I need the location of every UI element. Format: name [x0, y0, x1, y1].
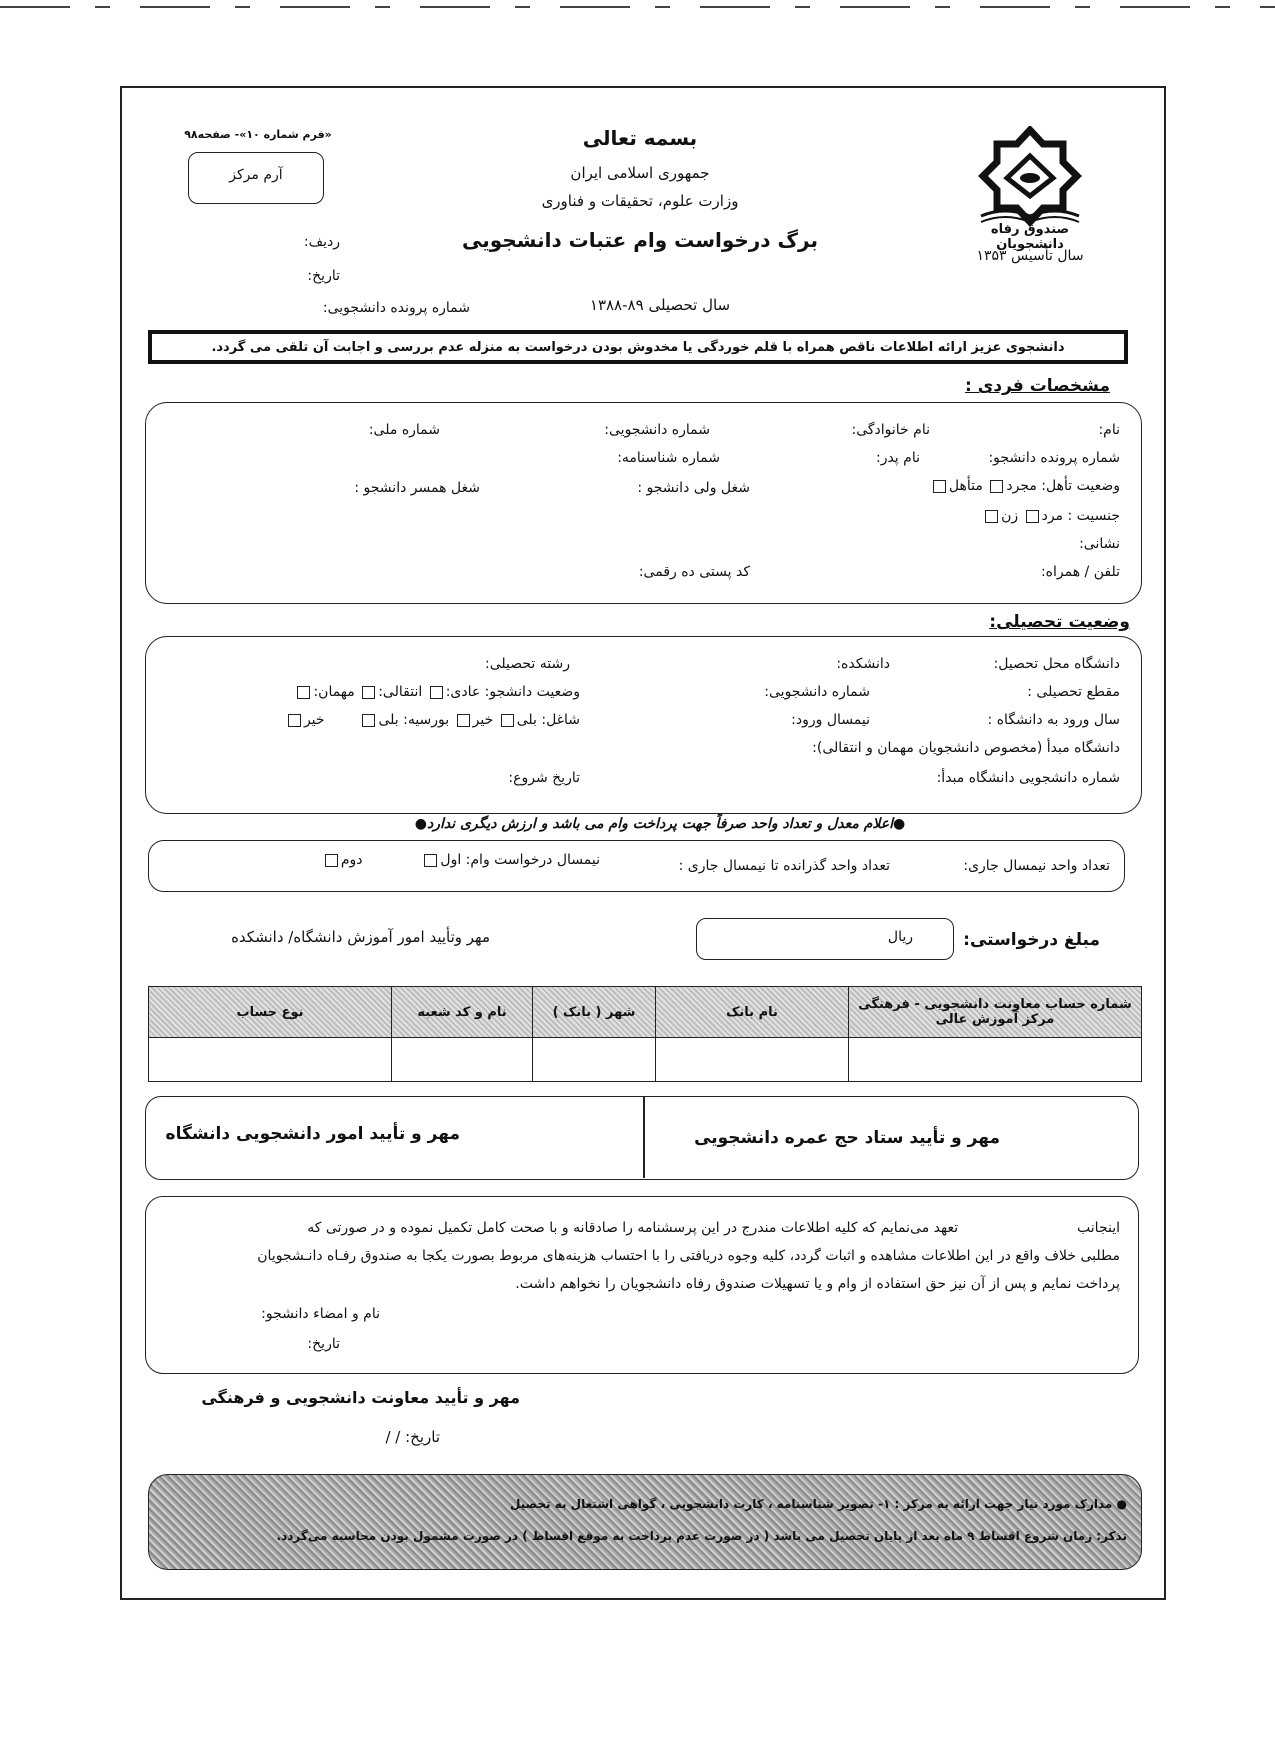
student-status-label: وضعیت دانشجو: [484, 684, 580, 700]
bismillah: بسمه تعالی [582, 126, 698, 150]
male-checkbox[interactable] [1026, 510, 1039, 523]
file-number-field[interactable]: شماره پرونده دانشجو: [988, 450, 1120, 466]
transfer-label: انتقالی: [378, 684, 423, 700]
academic-year: سال تحصیلی ۸۹-۱۳۸۸ [589, 296, 731, 314]
regular-checkbox[interactable] [430, 686, 443, 699]
commitment-text-1: تعهد می‌نمایم که کلیه اطلاعات مندرج در این پرسشنامه را صادقانه و با صحت کامل تکمیل نموده و در صورتی که [307, 1220, 959, 1236]
father-name-field[interactable]: نام پدر: [875, 450, 920, 466]
warning-text: دانشجوی عزیز ارائه اطلاعات ناقص همراه با قلم خوردگی یا مخدوش بودن درخواست به منزله عدم بررسی و اجابت آن تلقی می گردد. [211, 339, 1065, 355]
marital-single-label: وضعیت تأهل: مجرد [1006, 478, 1120, 494]
employed-label: شاغل: [541, 712, 580, 728]
form-title: برگ درخواست وام عتبات دانشجویی [462, 228, 818, 252]
national-id-field[interactable]: شماره ملی: [368, 422, 440, 438]
hajj-seal-label: مهر و تأیید ستاد حج عمره دانشجویی [694, 1128, 1000, 1148]
loan-term-label: نیمسال درخواست وام: [465, 852, 600, 868]
level-field[interactable]: مقطع تحصیلی : [1027, 684, 1120, 700]
scholarship-no-checkbox[interactable] [288, 714, 301, 727]
gender-male-label: جنسیت : مرد [1041, 508, 1120, 524]
fund-name: صندوق رفاه دانشجویان [990, 222, 1070, 252]
amount-unit: ریال [887, 929, 913, 945]
bank-table-header-row [149, 987, 1142, 1038]
term-second-checkbox[interactable] [325, 854, 338, 867]
term-second-label: دوم [340, 852, 363, 868]
student-signature-field[interactable]: نام و امضاء دانشجو: [261, 1306, 380, 1322]
married-label: متأهل [948, 478, 983, 494]
employment-row [210, 712, 580, 728]
bank-account-table [148, 986, 1142, 1082]
commitment-line-1 [160, 1220, 1120, 1236]
term-first-label: اول [440, 852, 462, 868]
major-field[interactable]: رشته تحصیلی: [485, 656, 570, 672]
regular-label: عادی: [445, 684, 481, 700]
commitment-i: اینجانب [1077, 1220, 1120, 1236]
guardian-job-field[interactable]: شغل ولی دانشجو : [637, 480, 750, 496]
scan-top-edge [0, 6, 1275, 8]
marital-status-row [868, 478, 1120, 494]
bank-city-cell[interactable] [533, 1038, 656, 1082]
row-label: ردیف: [303, 234, 340, 250]
term-first-checkbox[interactable] [424, 854, 437, 867]
guest-checkbox[interactable] [297, 686, 310, 699]
gender-row [940, 508, 1120, 524]
start-date-field[interactable]: تاریخ شروع: [508, 770, 580, 786]
commitment-line-2: مطلبی خلاف واقع در این اطلاعات مشاهده و اثبات گردد، کلیه وجوه دریافتی را با احتساب هزینه‌های مربوط بصورت یکجا به صندوق رفـاه دانـشجویان [257, 1248, 1120, 1264]
republic-line: جمهوری اسلامی ایران [570, 164, 710, 182]
founded-year: سال تأسیس ۱۳۵۳ [976, 248, 1084, 264]
deputy-seal-label: مهر و تأیید معاونت دانشجویی و فرهنگی [201, 1388, 520, 1407]
warning-bar [148, 330, 1128, 364]
required-documents-bar [148, 1474, 1142, 1570]
edu-student-number-field[interactable]: شماره دانشجویی: [764, 684, 870, 700]
col-account-number: شماره حساب معاونت دانشجویی - فرهنگی مرکز آموزش عالی [849, 987, 1142, 1038]
entry-year-field[interactable]: سال ورود به دانشگاه : [987, 712, 1120, 728]
female-label: زن [1001, 508, 1019, 524]
spouse-job-field[interactable]: شغل همسر دانشجو : [354, 480, 480, 496]
name-field[interactable]: نام: [1098, 422, 1120, 438]
education-seal-label: مهر وتأیید امور آموزش دانشگاه/ دانشکده [231, 928, 490, 946]
transfer-checkbox[interactable] [362, 686, 375, 699]
single-checkbox[interactable] [990, 480, 1003, 493]
student-number-field[interactable]: شماره دانشجویی: [604, 422, 710, 438]
amount-label: مبلغ درخواستی: [963, 930, 1100, 950]
university-field[interactable]: دانشگاه محل تحصیل: [993, 656, 1120, 672]
student-affairs-seal-label: مهر و تأیید امور دانشجویی دانشگاه [165, 1124, 460, 1144]
origin-student-number-field[interactable]: شماره دانشجویی دانشگاه مبدأ: [936, 770, 1120, 786]
bank-name-cell[interactable] [656, 1038, 849, 1082]
branch-cell[interactable] [392, 1038, 533, 1082]
employed-yes-label: بلی [516, 712, 537, 728]
commitment-date-field[interactable]: تاریخ: [307, 1336, 340, 1352]
married-checkbox[interactable] [933, 480, 946, 493]
file-number-label: شماره پرونده دانشجویی: [322, 300, 470, 316]
amount-input[interactable] [696, 918, 954, 960]
scholarship-label: بورسیه: [403, 712, 450, 728]
passed-units-field[interactable]: تعداد واحد گذرانده تا نیمسال جاری : [678, 858, 890, 874]
center-logo-box [188, 152, 324, 204]
birth-cert-field[interactable]: شماره شناسنامه: [617, 450, 720, 466]
postal-code-field[interactable]: کد پستی ده رقمی: [638, 564, 750, 580]
scholarship-yes-label: بلی [378, 712, 399, 728]
loan-term-row [250, 852, 600, 868]
entry-term-field[interactable]: نیمسال ورود: [791, 712, 870, 728]
seals-divider [643, 1096, 645, 1178]
phone-field[interactable]: تلفن / همراه: [1040, 564, 1120, 580]
date-label: تاریخ: [307, 268, 340, 284]
account-number-cell[interactable] [849, 1038, 1142, 1082]
form-number: «فرم شماره ۱۰»- صفحه۹۸ [184, 128, 332, 141]
origin-university-field[interactable]: دانشگاه مبدأ (مخصوص دانشجویان مهمان و انتقالی): [812, 740, 1120, 756]
col-bank-name: نام بانک [656, 987, 849, 1038]
col-account-type: نوع حساب [149, 987, 392, 1038]
scholarship-yes-checkbox[interactable] [362, 714, 375, 727]
address-field[interactable]: نشانی: [1079, 536, 1120, 552]
family-name-field[interactable]: نام خانوادگی: [851, 422, 930, 438]
education-section-title: وضعیت تحصیلی: [989, 612, 1130, 632]
student-status-row [210, 684, 580, 700]
employed-yes-checkbox[interactable] [501, 714, 514, 727]
center-logo-label: آرم مرکز [229, 167, 283, 183]
employed-no-label: خیر [472, 712, 494, 728]
account-type-cell[interactable] [149, 1038, 392, 1082]
employed-no-checkbox[interactable] [457, 714, 470, 727]
col-bank-city: شهر ( بانک ) [533, 987, 656, 1038]
required-documents-text: ● مدارک مورد نیاز جهت ارائه به مرکز : ۱- تصویر شناسنامه ، کارت دانشجویی ، گواهی اشتغال به تحصیل [509, 1497, 1127, 1511]
installment-note-text: تذکر: زمان شروع اقساط ۹ ماه بعد از پایان تحصیل می باشد ( در صورت عدم پرداخت به موقع اقساط ) در صورت مشمول بودن محاسبه می‌گردد. [276, 1529, 1127, 1543]
scholarship-no-label: خیر [303, 712, 325, 728]
commitment-line-3: پرداخت نمایم و پس از آن نیز حق استفاده از وام و یا تسهیلات صندوق رفاه دانشجویان را نخواهم داشت. [515, 1276, 1120, 1292]
personal-section-title: مشخصات فردی : [965, 376, 1110, 396]
faculty-field[interactable]: دانشکده: [836, 656, 890, 672]
table-row [149, 1038, 1142, 1082]
current-units-field[interactable]: تعداد واحد نیمسال جاری: [963, 858, 1110, 874]
female-checkbox[interactable] [985, 510, 998, 523]
ministry-line: وزارت علوم، تحقیقات و فناوری [541, 192, 739, 210]
deputy-date-field[interactable]: تاریخ: / / [385, 1428, 440, 1446]
gpa-note: ●اعلام معدل و تعداد واحد صرفاً جهت پرداخت وام می باشد و ارزش دیگری ندارد● [414, 816, 906, 832]
col-branch: نام و کد شعبه [392, 987, 533, 1038]
guest-label: مهمان: [313, 684, 355, 700]
